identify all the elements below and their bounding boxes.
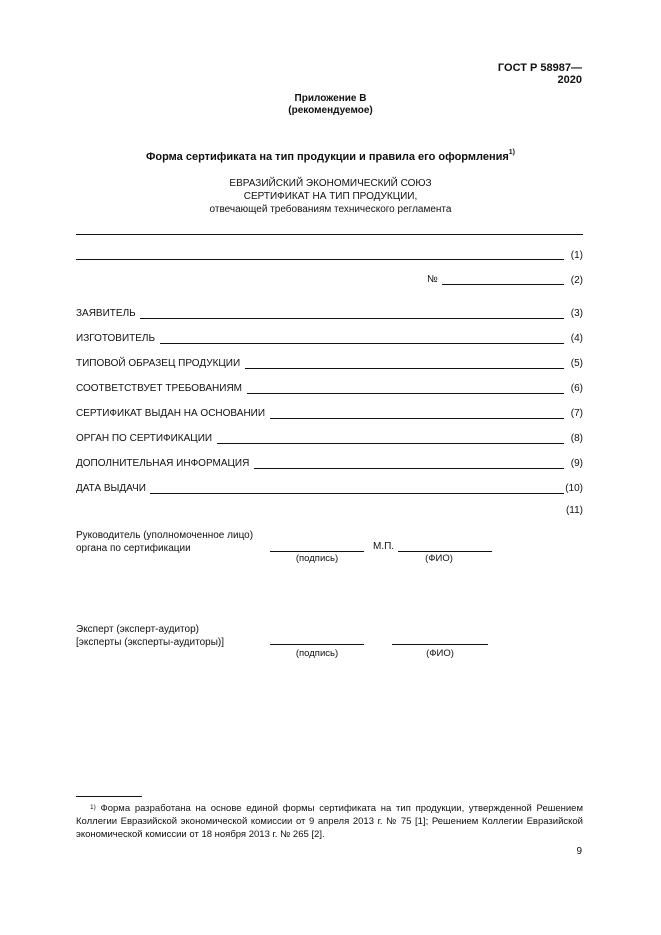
stamp-label: М.П. [373, 541, 395, 552]
certificate-field-label: ЗАЯВИТЕЛЬ [76, 308, 136, 319]
certificate-header-line3: отвечающей требованиям технического регламента [209, 204, 452, 215]
head-signature-caption: (подпись) [295, 553, 339, 564]
appendix-title: Приложение В [294, 93, 367, 104]
expert-name-caption: (ФИО) [426, 648, 454, 659]
expert-signature-line1: Эксперт (эксперт-аудитор) [76, 624, 199, 635]
blank-line-1[interactable] [76, 259, 564, 260]
certificate-field-label: ДАТА ВЫДАЧИ [76, 483, 146, 494]
number-label: № [427, 274, 438, 285]
certificate-field-label: СООТВЕТСТВУЕТ ТРЕБОВАНИЯМ [76, 383, 243, 394]
certificate-field-marker: (3) [570, 308, 583, 319]
head-signature-line2: органа по сертификации [76, 543, 191, 554]
certificate-field-marker: (8) [570, 433, 583, 444]
certificate-field-row [76, 458, 583, 472]
footnote-text: Форма разработана на основе единой формы сертификата на тип продукции, утвержденной Решением Коллегии Евразийской экономической комиссии от 9 апреля 2013 г. № 75 [1]; Решением Коллегии Евразийской экономической комиссии от 18 ноября 2013 г. № 265 [2]. [76, 803, 583, 840]
certificate-field-marker: (5) [570, 358, 583, 369]
certificate-header-line2: СЕРТИФИКАТ НА ТИП ПРОДУКЦИИ, [243, 191, 418, 202]
blank-line-top[interactable] [76, 234, 583, 235]
certificate-field-label: ИЗГОТОВИТЕЛЬ [76, 333, 156, 344]
standard-id: ГОСТ Р 58987—2020 [497, 62, 582, 86]
certificate-field-row [76, 358, 583, 372]
marker-11: (11) [565, 505, 583, 516]
certificate-field-input[interactable] [270, 418, 564, 419]
head-signature-field[interactable] [270, 551, 364, 552]
expert-name-field[interactable] [392, 644, 488, 645]
form-title-footnote-mark: 1) [508, 149, 516, 156]
certificate-field-row [76, 408, 583, 422]
certificate-field-input[interactable] [247, 393, 564, 394]
head-signature-line1: Руководитель (уполномоченное лицо) [76, 530, 254, 541]
footnote [76, 802, 583, 841]
certificate-field-label: ТИПОВОЙ ОБРАЗЕЦ ПРОДУКЦИИ [76, 358, 241, 369]
certificate-field-input[interactable] [140, 318, 564, 319]
certificate-field-marker: (9) [570, 458, 583, 469]
expert-signature-label [76, 623, 224, 649]
number-field[interactable] [442, 284, 564, 285]
page-number: 9 [576, 846, 582, 857]
form-title-text: Форма сертификата на тип продукции и правила его оформления [145, 151, 509, 163]
certificate-field-input[interactable] [150, 493, 564, 494]
certificate-field-input[interactable] [217, 443, 564, 444]
expert-signature-caption: (подпись) [295, 648, 339, 659]
certificate-field-input[interactable] [245, 368, 564, 369]
certificate-field-input[interactable] [160, 343, 564, 344]
certificate-field-row [76, 308, 583, 322]
certificate-field-label: ДОПОЛНИТЕЛЬНАЯ ИНФОРМАЦИЯ [76, 458, 250, 469]
certificate-field-row [76, 333, 583, 347]
certificate-field-marker: (6) [570, 383, 583, 394]
expert-signature-field[interactable] [270, 644, 364, 645]
head-name-field[interactable] [398, 551, 492, 552]
certificate-field-row [76, 383, 583, 397]
certificate-field-row [76, 433, 583, 447]
expert-signature-line2: [эксперты (эксперты-аудиторы)] [76, 637, 224, 648]
certificate-field-marker: (10) [565, 483, 583, 494]
head-name-caption: (ФИО) [425, 553, 453, 564]
certificate-field-label: СЕРТИФИКАТ ВЫДАН НА ОСНОВАНИИ [76, 408, 266, 419]
footnote-separator [76, 796, 142, 797]
certificate-field-marker: (7) [570, 408, 583, 419]
head-signature-label [76, 529, 253, 555]
marker-1: (1) [570, 250, 583, 261]
certificate-field-row [76, 483, 583, 497]
certificate-field-input[interactable] [254, 468, 564, 469]
form-title [60, 151, 601, 163]
marker-2: (2) [570, 275, 583, 286]
certificate-header-line1: ЕВРАЗИЙСКИЙ ЭКОНОМИЧЕСКИЙ СОЮЗ [229, 178, 432, 189]
appendix-subtitle: (рекомендуемое) [288, 105, 373, 116]
footnote-mark: 1) [90, 804, 96, 811]
certificate-field-label: ОРГАН ПО СЕРТИФИКАЦИИ [76, 433, 213, 444]
certificate-field-marker: (4) [570, 333, 583, 344]
